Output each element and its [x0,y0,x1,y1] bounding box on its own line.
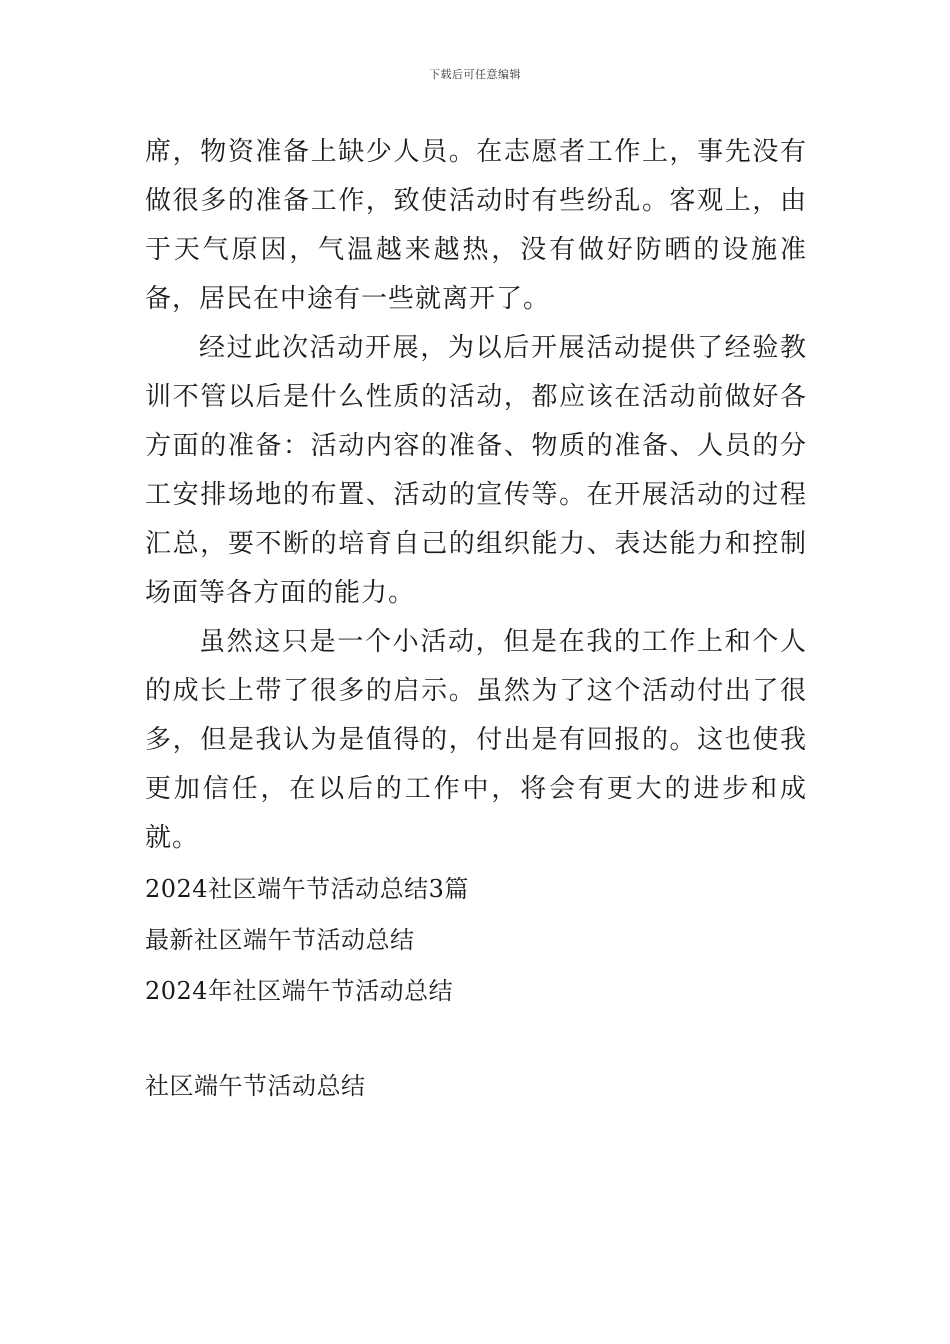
paragraph-reflection: 虽然这只是一个小活动，但是在我的工作上和个人的成长上带了很多的启示。虽然为了这个活动付出了很多，但是我认为是值得的，付出是有回报的。这也使我更加信任，在以后的工作中，将会有更大的进步和成就。 [145,627,807,853]
document-body [145,128,807,1112]
related-titles-list [145,864,807,1112]
paragraph-continuation: 席，物资准备上缺少人员。在志愿者工作上，事先没有做很多的准备工作，致使活动时有些纷乱。客观上，由于天气原因，气温越来越热，没有做好防晒的设施准备，居民在中途有一些就离开了。 [145,137,807,314]
related-title-2[interactable]: 最新社区端午节活动总结 [145,926,415,954]
final-title[interactable]: 社区端午节活动总结 [145,1072,366,1100]
paragraph-lessons: 经过此次活动开展，为以后开展活动提供了经验教训不管以后是什么性质的活动，都应该在活动前做好各方面的准备：活动内容的准备、物质的准备、人员的分工安排场地的布置、活动的宣传等。在开展活动的过程汇总，要不断的培育自己的组织能力、表达能力和控制场面等各方面的能力。 [145,333,807,608]
spacer [145,1017,807,1061]
related-title-1[interactable]: 2024社区端午节活动总结3篇 [145,875,469,903]
related-title-3[interactable]: 2024年社区端午节活动总结 [145,977,454,1005]
page-header-note: 下载后可任意编辑 [429,68,521,81]
